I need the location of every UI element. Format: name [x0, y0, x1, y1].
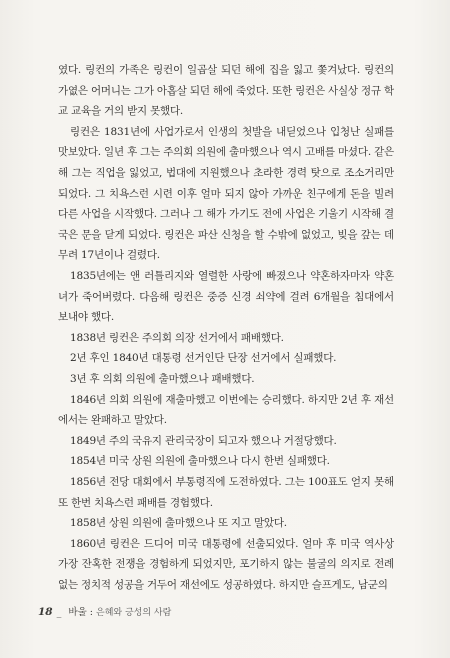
- page-number: 18: [38, 606, 53, 618]
- page-footer: [38, 604, 171, 618]
- body-text-bottom: [58, 266, 394, 596]
- paragraph: 3년 후 의회 의원에 출마했으나 패배했다.: [70, 372, 255, 385]
- paragraph: 1838년 링컨은 주의회 의장 선거에서 패배했다.: [70, 331, 284, 344]
- body-text-top: [58, 60, 394, 266]
- paragraph: 1858년 상원 의원에 출마했으나 또 지고 말았다.: [70, 517, 287, 530]
- footer-book-title: 은혜와 긍성의 사람: [96, 608, 172, 618]
- paragraph: 1846년 의회 의원에 재출마했고 이번에는 승리했다. 하지만 2년 후 재선에서는 완패하고 말았다.: [58, 393, 394, 427]
- paragraph: 1856년 전당 대회에서 부통령직에 도전하였다. 그는 100표도 얻지 못해 또 한번 치욕스런 패배를 경험했다.: [58, 475, 394, 509]
- paragraph: 였다. 링컨의 가족은 링컨이 일곱살 되던 해에 집을 잃고 쫓겨났다. 링컨의 가엾은 어머니는 그가 아홉살 되던 해에 죽었다. 또한 링컨은 사실상 정규 학교 교육을 거의 받지 못했다.: [58, 64, 394, 118]
- paragraph: 1860년 링컨은 드디어 미국 대통령에 선출되었다. 얼마 후 미국 역사상 가장 잔혹한 전쟁을 경험하게 되었지만, 포기하지 않는 불굴의 의지로 전례 없는 정치적 성공을 거두어 재선에도 성공하였다. 하지만 슬프게도, 남군의: [58, 537, 394, 591]
- footer-section: 바울 :: [68, 607, 93, 618]
- footer-separator: _: [56, 607, 62, 618]
- paragraph: 1849년 주의 국유지 관리국장이 되고자 했으나 거절당했다.: [70, 434, 337, 447]
- paragraph: 1854년 미국 상원 의원에 출마했으나 다시 한번 실패했다.: [70, 455, 330, 468]
- paragraph: 1835년에는 앤 러틀리지와 열렬한 사랑에 빠졌으나 약혼하자마자 약혼녀가 죽어버렸다. 다음해 링컨은 중증 신경 쇠약에 걸려 6개월을 침대에서 보내야 했다.: [58, 270, 394, 324]
- paragraph: 링컨은 1831년에 사업가로서 인생의 첫발을 내딛었으나 입청난 실패를 맛보았다. 일년 후 그는 주의회 의원에 출마했으나 역시 고배를 마셨다. 같은 해 그는 직업을 잃었고, 법대에 지원했으나 초라한 경력 탓으로 조소거리만 되었다. 그 치욕스런 시련 이후 얼마 되지 않아 가까운 친구에게 돈을 빌려 다른 사업을 시작했다. 그러나 그 해가 가기도 전에 사업은 기울기 시작해 결국은 문을 닫게 되었다. 링컨은 파산 신청을 할 수밖에 없었고, 빚을 갚는 데 무려 17년이나 걸렸다.: [58, 125, 394, 262]
- paragraph: 2년 후인 1840년 대통령 선거인단 단장 선거에서 실패했다.: [70, 352, 337, 365]
